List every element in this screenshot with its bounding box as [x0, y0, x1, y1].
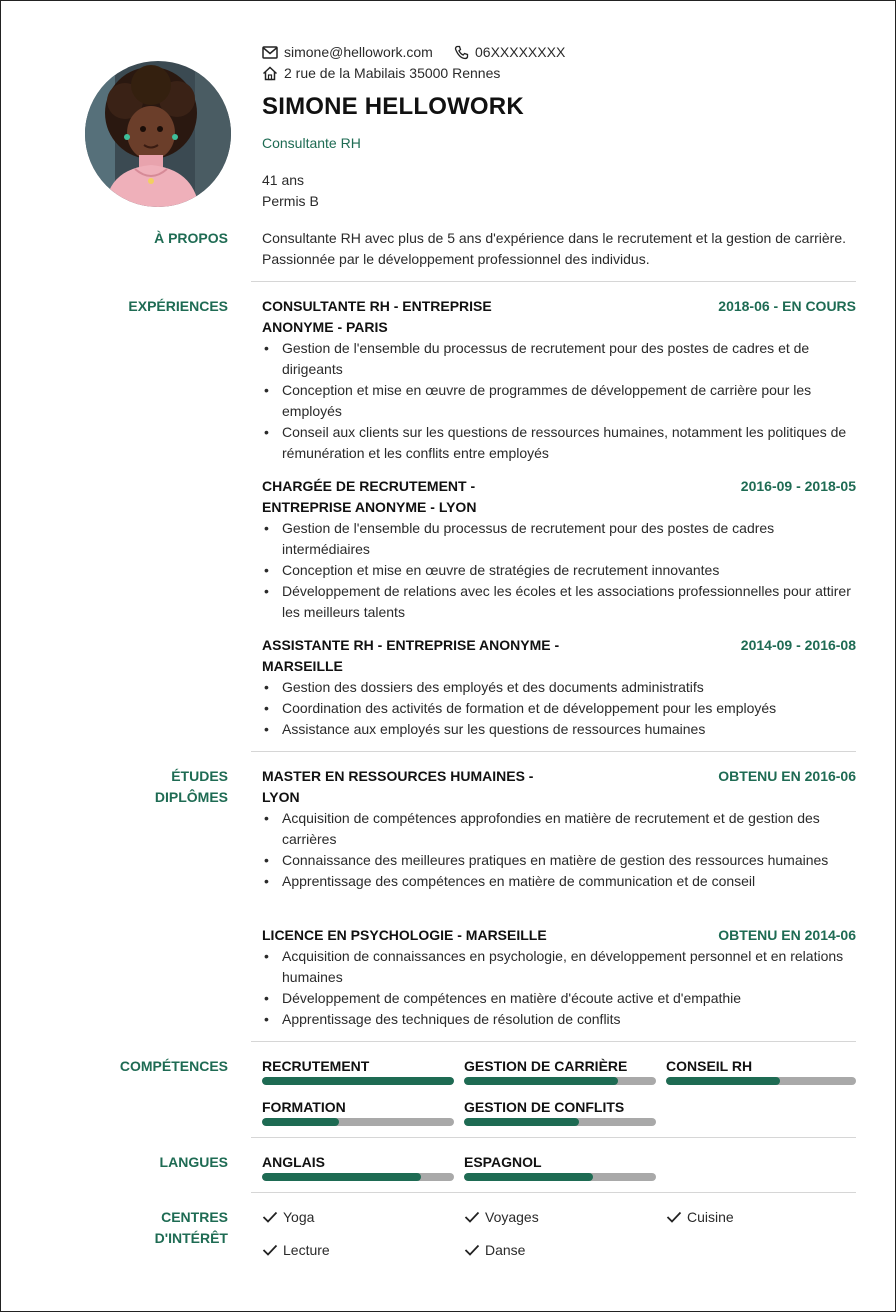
check-icon [262, 1211, 278, 1223]
interest-item: Cuisine [666, 1209, 734, 1225]
skill-level-fill [464, 1077, 618, 1085]
skill-level-fill [666, 1077, 780, 1085]
age: 41 ans [262, 172, 305, 188]
experience-entry [262, 635, 856, 740]
language-level-fill [262, 1173, 421, 1181]
experience-entry [262, 476, 856, 623]
experience-title: CHARGÉE DE RECRUTEMENT - ENTREPRISE ANONYME - LYON [262, 478, 477, 515]
interest-item: Danse [464, 1242, 525, 1258]
language-name: ANGLAIS [262, 1154, 325, 1170]
skill-recrutement [262, 1058, 454, 1085]
language-espagnol [464, 1154, 656, 1181]
section-label-interests-line2: D'INTÉRÊT [154, 1230, 228, 1246]
skill-name: CONSEIL RH [666, 1058, 753, 1074]
skill-gestion-de-conflits [464, 1099, 656, 1126]
section-label-education-line2: DIPLÔMES [154, 789, 228, 805]
skill-level-bar [262, 1118, 454, 1126]
skill-level-fill [464, 1118, 579, 1126]
interest-item: Voyages [464, 1209, 539, 1225]
experience-title: CONSULTANTE RH - ENTREPRISE ANONYME - PARIS [262, 298, 492, 335]
education-entry [262, 766, 856, 892]
list-item: • Gestion des dossiers des employés et des documents administratifs [264, 679, 704, 695]
phone-contact [454, 44, 565, 60]
section-label-interests-line1: CENTRES [161, 1209, 228, 1225]
experience-bullets [262, 338, 856, 464]
education-date: OBTENU EN 2016-06 [718, 768, 856, 784]
job-title: Consultante RH [262, 135, 361, 151]
skill-level-bar [666, 1077, 856, 1085]
list-item: • Apprentissage des techniques de résolution de conflits [264, 1011, 621, 1027]
skill-conseil-rh [666, 1058, 856, 1085]
language-level-fill [464, 1173, 593, 1181]
experience-date: 2016-09 - 2018-05 [740, 478, 856, 494]
list-item: • Connaissance des meilleures pratiques en matière de gestion des ressources humaines [264, 852, 829, 868]
list-item: • Acquisition de compétences approfondies en matière de recrutement et de gestion des carrières [264, 810, 820, 847]
section-label-skills: COMPÉTENCES [119, 1058, 228, 1074]
experience-title: ASSISTANTE RH - ENTREPRISE ANONYME - MARSEILLE [262, 637, 560, 674]
skill-level-bar [262, 1077, 454, 1085]
language-name: ESPAGNOL [464, 1154, 542, 1170]
experience-entry [262, 296, 856, 464]
skill-level-fill [262, 1077, 454, 1085]
list-item: • Assistance aux employés sur les questions de ressources humaines [264, 721, 706, 737]
phone-text[interactable]: 06XXXXXXXX [475, 44, 566, 60]
candidate-name: SIMONE HELLOWORK [262, 93, 524, 120]
list-item: • Acquisition de connaissances en psychologie, en développement personnel et en relations humaines [264, 948, 844, 985]
list-item: • Conception et mise en œuvre de programmes de développement de carrière pour les employés [264, 382, 812, 419]
check-icon [666, 1211, 682, 1223]
language-anglais [262, 1154, 454, 1181]
about-text: Consultante RH avec plus de 5 ans d'expérience dans le recrutement et la gestion de carrière. Passionnée par le développement professionnel des individus. [262, 230, 847, 267]
email-contact [262, 44, 433, 60]
education-title: MASTER EN RESSOURCES HUMAINES - LYON [262, 768, 534, 805]
check-icon [262, 1244, 278, 1256]
skill-name: GESTION DE CARRIÈRE [464, 1058, 628, 1074]
list-item: • Gestion de l'ensemble du processus de recrutement pour des postes de cadres et de dirigeants [264, 340, 810, 377]
envelope-icon [262, 46, 278, 59]
section-divider [251, 281, 856, 282]
experience-date: 2018-06 - EN COURS [718, 298, 856, 314]
list-item: • Développement de compétences en matière d'écoute active et d'empathie [264, 990, 742, 1006]
list-item: • Apprentissage des compétences en matière de communication et de conseil [264, 873, 756, 889]
education-bullets [262, 808, 856, 892]
check-icon [464, 1244, 480, 1256]
skill-level-bar [464, 1077, 656, 1085]
list-item: • Développement de relations avec les écoles et les associations professionnelles pour attirer les meilleurs talents [264, 583, 851, 620]
section-divider [251, 1192, 856, 1193]
education-bullets [262, 946, 856, 1030]
profile-photo [85, 61, 231, 207]
section-divider [251, 751, 856, 752]
list-item: • Conception et mise en œuvre de stratégies de recrutement innovantes [264, 562, 720, 578]
interest-item: Yoga [262, 1209, 314, 1225]
language-level-bar [262, 1173, 454, 1181]
experience-bullets [262, 677, 856, 740]
skill-level-fill [262, 1118, 339, 1126]
education-date: OBTENU EN 2014-06 [718, 927, 856, 943]
home-icon [262, 66, 278, 81]
skill-level-bar [464, 1118, 656, 1126]
skill-name: RECRUTEMENT [262, 1058, 370, 1074]
section-label-education-line1: ÉTUDES [171, 768, 228, 784]
skill-name: GESTION DE CONFLITS [464, 1099, 625, 1115]
education-title: LICENCE EN PSYCHOLOGIE - MARSEILLE [262, 927, 547, 943]
education-entry [262, 925, 856, 1030]
section-divider [251, 1041, 856, 1042]
skill-gestion-de-carriere [464, 1058, 656, 1085]
section-divider [251, 1137, 856, 1138]
language-level-bar [464, 1173, 656, 1181]
list-item: • Gestion de l'ensemble du processus de recrutement pour des postes de cadres intermédiaires [264, 520, 775, 557]
interest-item: Lecture [262, 1242, 330, 1258]
address-text: 2 rue de la Mabilais 35000 Rennes [284, 65, 501, 81]
phone-icon [454, 45, 469, 60]
list-item: • Conseil aux clients sur les questions de ressources humaines, notamment les politiques de rémunération et les conflits entre employés [264, 424, 847, 461]
section-label-about: À PROPOS [154, 230, 228, 246]
experience-bullets [262, 518, 856, 623]
skill-formation [262, 1099, 454, 1126]
address-contact [262, 65, 500, 81]
driving-license: Permis B [262, 193, 319, 209]
section-label-education [155, 766, 228, 808]
email-text[interactable]: simone@hellowork.com [284, 44, 433, 60]
experience-date: 2014-09 - 2016-08 [740, 637, 856, 653]
section-label-languages: LANGUES [159, 1154, 228, 1170]
section-label-experience: EXPÉRIENCES [128, 298, 228, 314]
skill-name: FORMATION [262, 1099, 346, 1115]
check-icon [464, 1211, 480, 1223]
section-label-interests [155, 1207, 228, 1249]
list-item: • Coordination des activités de formation et de développement pour les employés [264, 700, 777, 716]
